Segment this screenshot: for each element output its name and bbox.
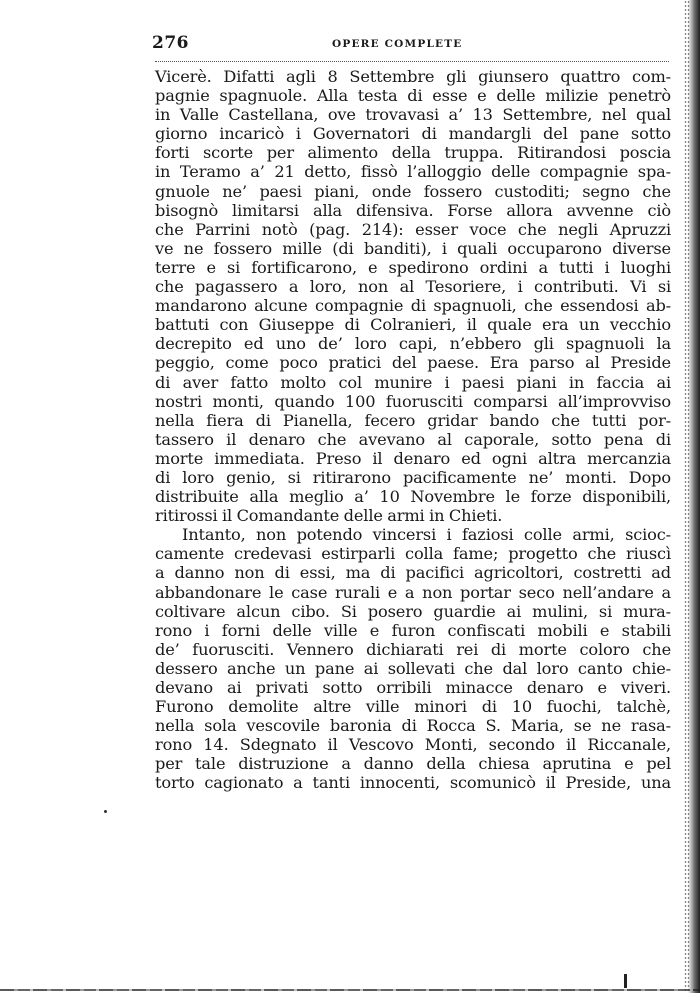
page-header: [152, 33, 672, 57]
scan-artifact: [624, 974, 627, 988]
paragraph-1: [155, 67, 671, 525]
text-line: pagnie spagnuole. Alla testa di esse e delle milizie penetrò: [155, 86, 671, 106]
text-line: che pagassero a loro, non al Tesoriere, i contributi. Vi si: [155, 277, 671, 297]
text-line: torto cagionato a tanti innocenti, scomunicò il Preside, una: [155, 773, 671, 793]
text-line: forti scorte per alimento della truppa. Ritirandosi poscia: [155, 143, 671, 163]
text-line: coltivare alcun cibo. Si posero guardie ai mulini, si mura-: [155, 601, 671, 621]
text-line: Intanto, non potendo vincersi i faziosi colle armi, scioc-: [182, 525, 671, 545]
text-line: abbandonare le case rurali e a non portar seco nell’andare a: [155, 582, 671, 602]
text-line: peggio, come poco pratici del paese. Era parso al Preside: [155, 353, 671, 373]
body-text: [155, 67, 671, 793]
running-title: OPERE COMPLETE: [332, 38, 463, 50]
text-line: rono 14. Sdegnato il Vescovo Monti, secondo il Riccanale,: [155, 735, 671, 755]
text-line: nella fiera di Pianella, fecero gridar bando che tutti por-: [155, 410, 671, 430]
text-line: di aver fatto molto col munire i paesi piani in faccia ai: [155, 372, 671, 392]
text-line: a danno non di essi, ma di pacifici agricoltori, costretti ad: [155, 563, 671, 583]
text-line: mandarono alcune compagnie di spagnuoli, che essendosi ab-: [155, 296, 671, 316]
header-rule: [155, 61, 669, 62]
text-line: dessero anche un pane ai sollevati che dal loro canto chie-: [155, 658, 671, 678]
text-line: giorno incaricò i Governatori di mandargli del pane sotto: [155, 124, 671, 144]
text-line: morte immediata. Preso il denaro ed ogni altra mercanzia: [155, 448, 671, 468]
text-line: ve ne fossero mille (di banditi), i quali occuparono diverse: [155, 238, 671, 258]
page-bottom-edge: [0, 989, 700, 991]
text-line: camente credevasi estirparli colla fame; progetto che riuscì: [155, 544, 671, 564]
text-line: nella sola vescovile baronia di Rocca S. Maria, se ne rasa-: [155, 716, 671, 736]
text-line: rono i forni delle ville e furon confiscati mobili e stabili: [155, 620, 671, 640]
text-line: ritirossi il Comandante delle armi in Chieti.: [155, 506, 503, 526]
text-line: Vicerè. Difatti agli 8 Settembre gli giunsero quattro com-: [155, 67, 671, 86]
text-line: Furono demolite altre ville minori di 10 fuochi, talchè,: [155, 697, 671, 717]
scan-speck: [104, 810, 107, 813]
text-line: bisognò limitarsi alla difensiva. Forse allora avvenne ciò: [155, 200, 671, 220]
text-line: devano ai privati sotto orribili minacce denaro e viveri.: [155, 678, 671, 697]
text-line: decrepito ed uno de’ loro capi, n’ebbero gli spagnuoli la: [155, 334, 671, 354]
text-line: nostri monti, quando 100 fuorusciti comparsi all’improvviso: [155, 391, 671, 411]
text-line: che Parrini notò (pag. 214): esser voce che negli Apruzzi: [155, 219, 671, 239]
text-line: in Teramo a’ 21 detto, fissò l’alloggio delle compagnie spa-: [155, 162, 671, 182]
page-number: 276: [152, 33, 189, 53]
text-line: di loro genio, si ritirarono pacificamente ne’ monti. Dopo: [155, 467, 671, 487]
text-line: tassero il denaro che avevano al caporale, sotto pena di: [155, 429, 671, 449]
page-edge-shadow: [688, 0, 700, 993]
text-line: in Valle Castellana, ove trovavasi a’ 13 Settembre, nel qual: [155, 105, 671, 125]
text-line: per tale distruzione a danno della chiesa aprutina e pel: [155, 754, 671, 774]
text-line: terre e si fortificarono, e spedirono ordini a tutti i luoghi: [155, 257, 671, 277]
text-line: de’ fuorusciti. Vennero dichiarati rei di morte coloro che: [155, 639, 671, 659]
text-line: gnuole ne’ paesi piani, onde fossero custoditi; segno che: [155, 181, 671, 201]
text-line: battuti con Giuseppe di Colranieri, il quale era un vecchio: [155, 315, 671, 335]
paragraph-2: [155, 525, 671, 792]
text-line: distribuite alla meglio a’ 10 Novembre le forze disponibili,: [155, 487, 671, 507]
